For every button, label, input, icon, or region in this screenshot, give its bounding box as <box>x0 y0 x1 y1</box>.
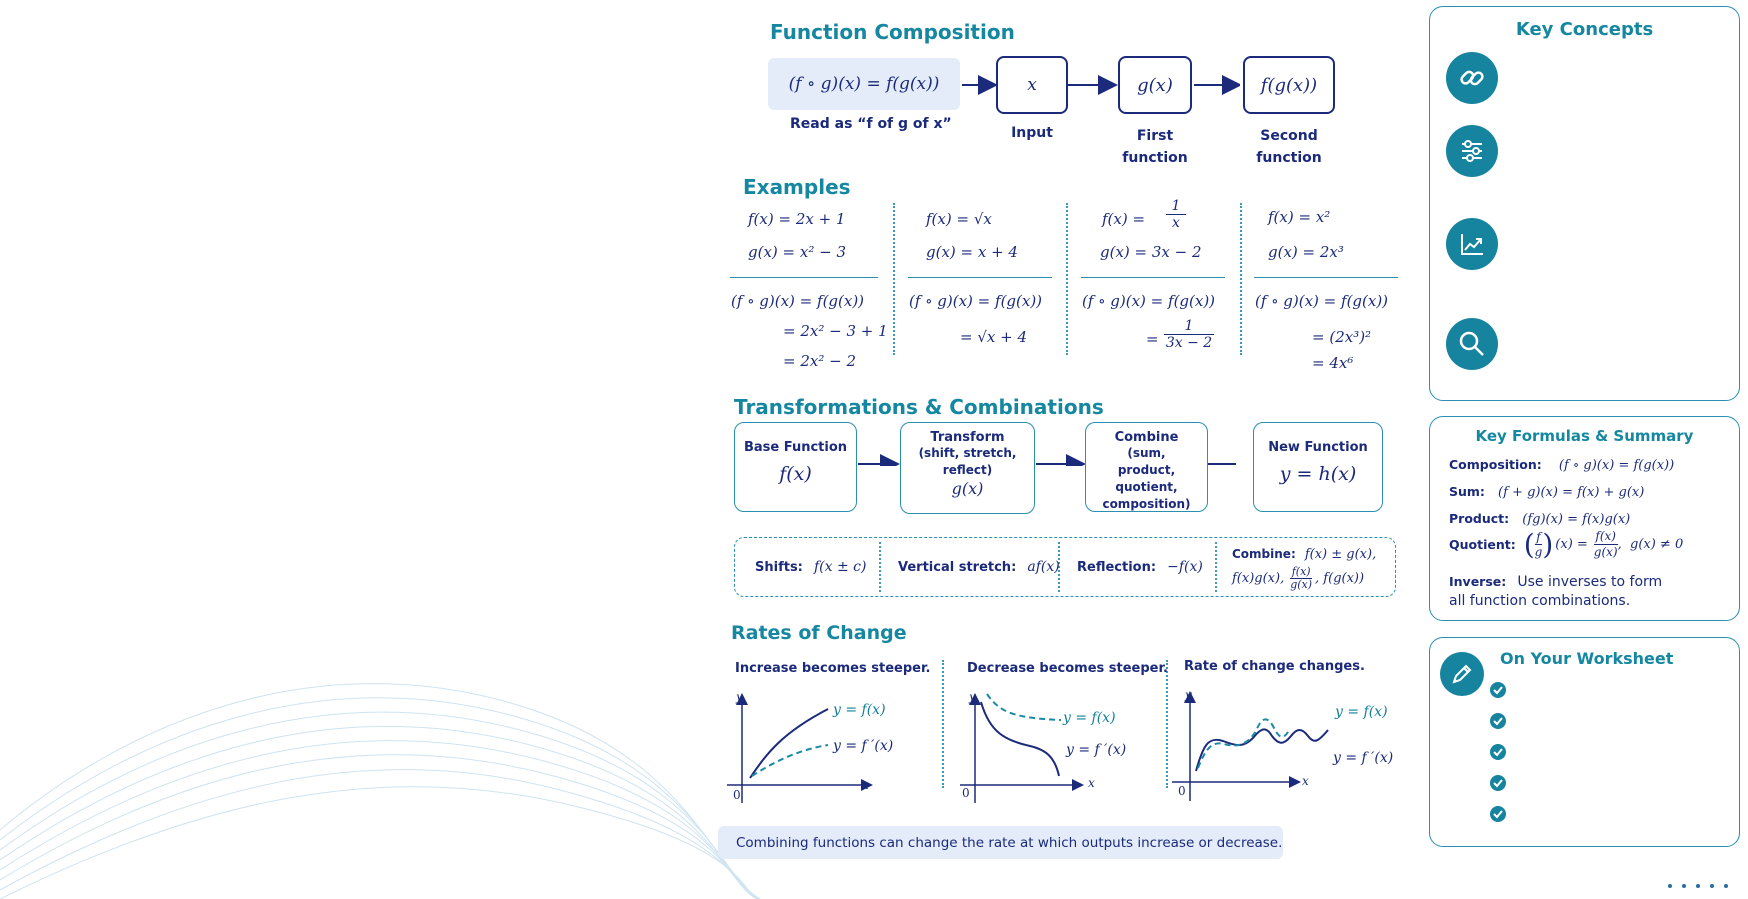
graph-2-caption: Decrease becomes steeper. <box>967 661 1168 676</box>
graph-2-ylabel: y <box>969 690 976 704</box>
example-3-f: f(x) = <box>1102 210 1146 228</box>
rates-note <box>718 826 1283 859</box>
legend-vertical-stretch <box>898 556 1060 575</box>
formula-composition <box>1449 454 1674 473</box>
second-caption-line2: function <box>1256 150 1322 166</box>
graph-3-label-fprime: y = f ′(x) <box>1333 750 1394 766</box>
graph-3-xlabel: x <box>1302 774 1309 788</box>
examples-divider-2 <box>1066 203 1068 355</box>
input-box <box>996 56 1068 114</box>
chart-up-icon <box>1446 218 1498 270</box>
combine-legend-math3: , f(g(x)) <box>1315 571 1365 586</box>
first-function-caption <box>1108 125 1202 169</box>
graph-3-ylabel: y <box>1185 688 1192 702</box>
input-caption: Input <box>1011 125 1053 141</box>
magnifier-icon <box>1446 318 1498 370</box>
combine-frac-den: g(x) <box>1290 578 1313 591</box>
sliders-icon <box>1446 125 1498 177</box>
inverse-text-2: all function combinations. <box>1449 593 1631 609</box>
formula-sum <box>1449 481 1644 500</box>
example-4-rule <box>1254 277 1398 278</box>
first-function-box <box>1118 56 1192 114</box>
inverse-label: Inverse: <box>1449 574 1507 589</box>
inverse-text-1: Use inverses to form <box>1517 574 1663 590</box>
example-3-f-fraction <box>1166 198 1186 231</box>
graph-1-label-f: y = f(x) <box>833 702 886 718</box>
quotient-fg-num: f <box>1536 530 1541 544</box>
read-as-caption: Read as “f of g of x” <box>790 116 952 132</box>
example-3-result-fraction <box>1164 318 1214 351</box>
combine-title: Combine <box>1114 430 1179 445</box>
transform-title: Transform <box>930 430 1005 445</box>
formula-quotient <box>1449 528 1683 561</box>
sum-math: (f + g)(x) = f(x) + g(x) <box>1498 485 1645 500</box>
example-3-result-den: 3x − 2 <box>1165 335 1213 351</box>
second-function-label: f(g(x)) <box>1260 74 1318 96</box>
quotient-fg-den: g <box>1534 545 1543 559</box>
graph-2-origin: 0 <box>962 786 970 800</box>
example-2-f: f(x) = √x <box>926 210 992 228</box>
legend-shifts <box>755 556 866 575</box>
example-2-g: g(x) = x + 4 <box>926 243 1018 261</box>
quotient-label: Quotient: <box>1449 537 1516 552</box>
first-caption-line1: First <box>1136 128 1174 144</box>
base-function-box <box>734 422 857 512</box>
transformations-heading: Transformations & Combinations <box>734 395 1104 419</box>
composition-math: (f ∘ g)(x) = f(g(x)) <box>1558 458 1675 473</box>
page-dot[interactable] <box>1682 884 1686 888</box>
checkmark-icon <box>1490 744 1506 760</box>
worksheet-title: On Your Worksheet <box>1500 649 1674 668</box>
examples-divider-3 <box>1240 203 1242 355</box>
background-waves <box>0 620 760 899</box>
graph-2-f-curve <box>987 694 1061 720</box>
graph-1-xlabel: x <box>862 778 869 792</box>
example-3-comp: (f ∘ g)(x) = f(g(x)) <box>1082 292 1216 310</box>
legend-combine <box>1232 543 1376 562</box>
example-1-g: g(x) = x² − 3 <box>748 243 846 261</box>
second-caption-line1: Second <box>1260 128 1318 144</box>
composition-label: Composition: <box>1449 457 1542 472</box>
graph-3 <box>1168 686 1338 806</box>
example-2-comp: (f ∘ g)(x) = f(g(x)) <box>909 292 1043 310</box>
legend-combine-row2 <box>1232 566 1364 591</box>
formula-product <box>1449 508 1630 527</box>
example-2-step1: = √x + 4 <box>960 328 1028 346</box>
graph-1-f-curve <box>750 709 828 778</box>
pencil-icon <box>1440 652 1484 696</box>
reflection-label: Reflection: <box>1077 560 1157 575</box>
new-function-math: y = h(x) <box>1279 463 1357 485</box>
new-function-title: New Function <box>1268 440 1368 455</box>
example-1-step2: = 2x² − 2 <box>783 352 857 370</box>
combine-legend-math2: f(x)g(x), <box>1232 571 1285 586</box>
quotient-fg-fraction <box>1535 530 1543 559</box>
combine-box <box>1085 422 1208 512</box>
transform-box <box>900 422 1035 514</box>
examples-divider-1 <box>893 203 895 355</box>
composition-formula: (f ∘ g)(x) = f(g(x)) <box>788 74 940 94</box>
example-4-step2: = 4x⁶ <box>1312 354 1354 372</box>
combine-sub: (sum, product, quotient, composition) <box>1102 446 1191 511</box>
example-3-f-den: x <box>1172 215 1180 231</box>
quotient-result-fraction <box>1594 529 1618 560</box>
example-3-result-num: 1 <box>1164 318 1214 335</box>
link-icon <box>1446 52 1498 104</box>
example-1-comp: (f ∘ g)(x) = f(g(x)) <box>731 292 865 310</box>
graph-3-origin: 0 <box>1178 784 1186 798</box>
quotient-result-num: f(x) <box>1595 529 1616 543</box>
combine-legend-math1: f(x) ± g(x), <box>1304 547 1377 562</box>
formula-inverse <box>1449 571 1662 590</box>
example-4-step1: = (2x³)² <box>1312 328 1372 346</box>
checkmark-icon <box>1490 775 1506 791</box>
vstretch-math: af(x) <box>1027 559 1060 575</box>
second-function-box <box>1243 56 1335 114</box>
example-1-step1: = 2x² − 3 + 1 <box>783 322 888 340</box>
base-function-title: Base Function <box>743 440 848 455</box>
second-function-caption <box>1243 125 1335 169</box>
example-3-step1: = <box>1146 330 1159 348</box>
graph-2-label-fprime: y = f ′(x) <box>1066 742 1127 758</box>
sum-label: Sum: <box>1449 484 1485 499</box>
rates-divider-1 <box>942 660 944 788</box>
vstretch-label: Vertical stretch: <box>898 560 1017 575</box>
quotient-result-den: g(x) <box>1593 545 1618 559</box>
checkmark-icon <box>1490 806 1506 822</box>
graph-3-caption: Rate of change changes. <box>1184 659 1365 674</box>
transform-math: g(x) <box>951 479 984 498</box>
graph-3-f-curve <box>1196 729 1328 771</box>
key-concepts-title: Key Concepts <box>1515 19 1654 40</box>
combine-frac-num: f(x) <box>1291 565 1311 578</box>
legend-divider-3 <box>1215 542 1217 592</box>
page-dot[interactable] <box>1724 884 1728 888</box>
graph-1-label-fprime: y = f ′(x) <box>833 738 894 754</box>
quotient-paren-open: ( <box>1523 528 1535 561</box>
example-3-g: g(x) = 3x − 2 <box>1100 243 1202 261</box>
first-function-label: g(x) <box>1137 74 1173 96</box>
quotient-condition: , g(x) ≠ 0 <box>1617 537 1684 552</box>
legend-divider-1 <box>879 542 881 592</box>
example-3-rule <box>1081 277 1225 278</box>
rates-heading: Rates of Change <box>731 622 907 644</box>
shifts-label: Shifts: <box>755 560 803 575</box>
transform-sub: (shift, stretch, reflect) <box>918 446 1017 477</box>
graph-1-caption: Increase becomes steeper. <box>735 661 931 676</box>
first-caption-line2: function <box>1122 150 1188 166</box>
example-4-f: f(x) = x² <box>1268 208 1331 226</box>
combine-legend-label: Combine: <box>1232 547 1296 561</box>
shifts-math: f(x ± c) <box>813 559 867 575</box>
graph-1 <box>722 688 937 808</box>
legend-reflection <box>1077 556 1203 575</box>
new-function-box <box>1253 422 1383 512</box>
graph-1-origin: 0 <box>733 788 741 802</box>
pagination-dots[interactable] <box>1668 884 1728 888</box>
composition-formula-box <box>768 58 960 110</box>
product-label: Product: <box>1449 511 1510 526</box>
example-1-f: f(x) = 2x + 1 <box>748 210 846 228</box>
graph-2-fprime-curve <box>981 702 1059 776</box>
graph-1-ylabel: y <box>736 690 743 704</box>
quotient-mid: (x) = <box>1555 537 1588 552</box>
rates-note-text: Combining functions can change the rate at which outputs increase or decrease. <box>736 834 1283 851</box>
graph-3-label-f: y = f(x) <box>1335 704 1388 720</box>
checkmark-icon <box>1490 682 1506 698</box>
examples-heading: Examples <box>743 175 851 199</box>
example-4-comp: (f ∘ g)(x) = f(g(x)) <box>1255 292 1389 310</box>
graph-2-xlabel: x <box>1088 776 1095 790</box>
graph-2-label-f: y = f(x) <box>1063 710 1116 726</box>
page-dot[interactable] <box>1710 884 1714 888</box>
input-box-label: x <box>1027 75 1037 95</box>
composition-heading: Function Composition <box>770 20 1015 44</box>
page-dot[interactable] <box>1668 884 1672 888</box>
page-dot[interactable] <box>1696 884 1700 888</box>
base-function-math: f(x) <box>779 463 812 485</box>
example-4-g: g(x) = 2x³ <box>1268 243 1344 261</box>
key-formulas-title: Key Formulas & Summary <box>1475 427 1694 445</box>
example-3-f-num: 1 <box>1166 198 1186 215</box>
example-1-rule <box>730 277 878 278</box>
checkmark-icon <box>1490 713 1506 729</box>
reflection-math: −f(x) <box>1167 559 1203 575</box>
combine-legend-fraction <box>1290 566 1312 591</box>
product-math: (fg)(x) = f(x)g(x) <box>1522 512 1631 527</box>
quotient-paren-close: ) <box>1542 528 1554 561</box>
example-2-rule <box>908 277 1052 278</box>
